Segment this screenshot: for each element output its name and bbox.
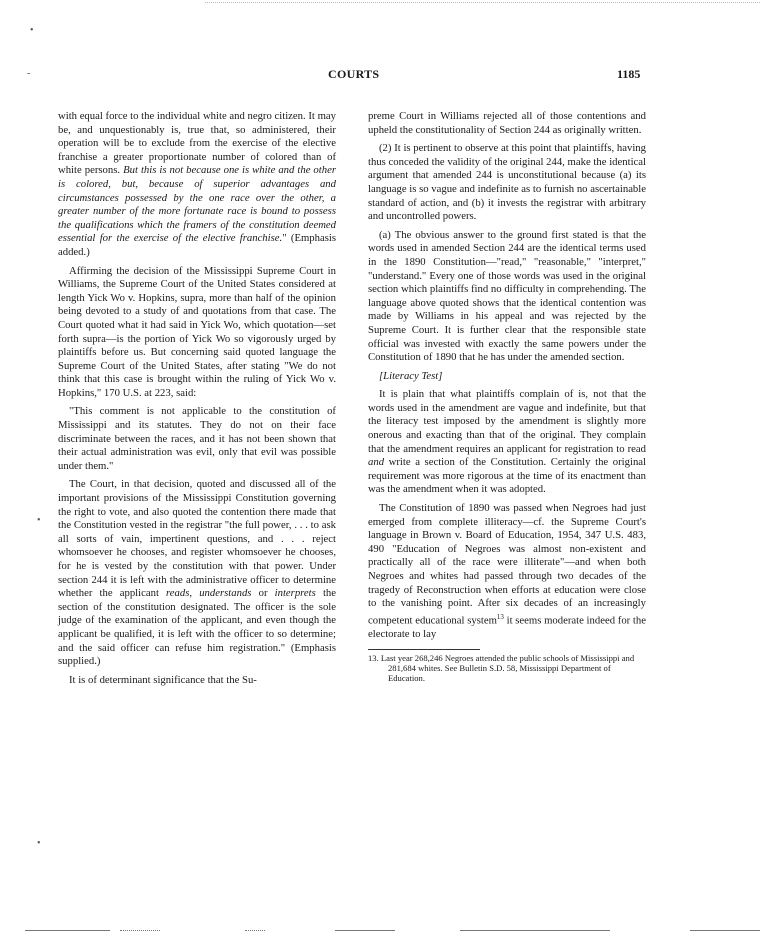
block-quote-yick-wo: with equal force to the individual white and negro citizen. It may be, and unquestionably is, true that, so administered, their operation will be to exclude from the exercise of the elective franchise a greater proportionate number of colored than of white persons. But this is not because one is white and the other is colored, but, because of superior advantages and circumstances possessed by the one race over the other, a greater number of the more fortunate race is bound to possess the qualifications which the framers of the constitution deemed essential for the exercise of the elective franchise." (Emphasis added.) [58, 110, 337, 258]
bottom-scan-line [120, 930, 160, 931]
left-column [58, 110, 336, 692]
top-dotted-rule [205, 2, 760, 3]
bottom-scan-line [690, 930, 760, 931]
bottom-scan-line [245, 930, 265, 931]
paragraph: (a) The obvious answer to the ground first stated is that the words used in amended Section 244 are the identical terms used in the 1890 Constitution—"read," "reasonable," "interpret," "understand." Every one of those words was used in the original section which plaintiffs find no difficulty in comprehending. The language above quoted shows that the identical contention was made by Williams in his appeal and was rejected by the Supreme Court. It is further clear that the responsible state official was invested with exactly the same powers under the Constitution of 1890 that he has under the amended section. [368, 228, 646, 364]
paragraph: It is of determinant significance that the Su- [69, 673, 257, 686]
right-column [368, 110, 646, 684]
paragraph: (2) It is pertinent to observe at this point that plaintiffs, having thus conceded the validity of the original 244, make the identical argument that amended 244 is unconstitutional because (a) its language is so vague and indefinite as to furnish no ascertainable standard of action, and (b) it invests the registrar with arbitrary and uncontrolled powers. [368, 142, 646, 223]
footnote-ref: 13 [496, 612, 504, 621]
bottom-scan-line [25, 930, 110, 931]
scan-mark: • [30, 25, 34, 36]
section-heading: [Literacy Test] [379, 369, 443, 382]
paragraph: Affirming the decision of the Mississippi Supreme Court in Williams, the Supreme Court of the United States considered at length Yick Wo v. Hopkins, supra, more than half of the opinion being devoted to a study of and quotations from that case. The Court quoted what it had said in Yick Wo, which quotation—set forth supra—is the portion of Yick Wo so vigorously urged by plaintiffs before us. But concerning said quoted language the Supreme Court of the United States, after stating "We do not think that this case is brought within the ruling of Yick Wo v. Hopkins," 170 U.S. at 223, said: [58, 264, 336, 399]
emphasized-text: But this is not because one is white and the other is colored, but, because of superior advantages and circumstances possessed by the one race over the other, a greater number of the more fortunate race is bound to possess the qualifications which the framers of the constitution deemed essential for the exercise of the elective franchise. [58, 164, 336, 245]
paragraph: It is plain that what plaintiffs complain of is, not that the words used in the amendment are vague and indefinite, but that the literacy test imposed by the amendment is slightly more onerous and exacting than that of the original. They complain that the amendment requires an applicant for registration to read and write a section of the Constitution. Certainly the original requirement was more rigorous at the time of its enactment than was the amendment when it was adopted. [368, 388, 646, 496]
scan-mark: • [37, 838, 41, 849]
bottom-scan-line [335, 930, 395, 931]
paragraph: The Court, in that decision, quoted and discussed all of the important provisions of the Mississippi Constitution governing the right to vote, and also quoted the contention there made that the Constitution vested in the registrar "the full power, . . . to ask all sorts of vain, impertinent questions, and . . . reject whomsoever he chooses, and register whomsoever he chooses, for he is vested by the constitution with that power. Under section 244 it is left with the administrative officer to determine whether the applicant reads, understands or interprets the section of the constitution designated. The officer is the sole judge of the examination of the applicant, and even though the applicant be qualified, it is left with the officer to so determine; and the said officer can refuse him registration." (Emphasis supplied.) [58, 478, 337, 668]
footnote: 13. Last year 268,246 Negroes attended the public schools of Mississippi and 281,684 whites. See Bulletin S.D. 58, Mississippi Department of Education. [368, 652, 635, 684]
footnote-rule [368, 649, 480, 650]
paragraph: preme Court in Williams rejected all of those contentions and upheld the constitutionality of Section 244 as originally written. [368, 110, 646, 136]
running-header-title: COURTS [328, 67, 380, 81]
bottom-scan-line [460, 930, 610, 931]
page-number: 1185 [617, 67, 641, 81]
scan-mark: - [27, 68, 31, 79]
scan-mark: • [37, 515, 41, 526]
block-quote-williams: "This comment is not applicable to the constitution of Mississippi and its statutes. They do not on their face discriminate between the races, and it has not been shown that their actual administration was evil, only that evil was possible under them." [58, 405, 336, 472]
paragraph: The Constitution of 1890 was passed when Negroes had just emerged from complete illiteracy—cf. the Supreme Court's language in Brown v. Board of Education, 1954, 347 U.S. 483, 490 "Education of Negroes was almost non-existent and practically all of the race were illiterate"—and when both Negroes and whites had passed through two decades of the tragedy of Reconstruction when efforts at education were close to the vanishing point. After six decades of an increasingly competent educational system$^{13}$ it seems moderate indeed for the electorate to lay [368, 502, 646, 640]
